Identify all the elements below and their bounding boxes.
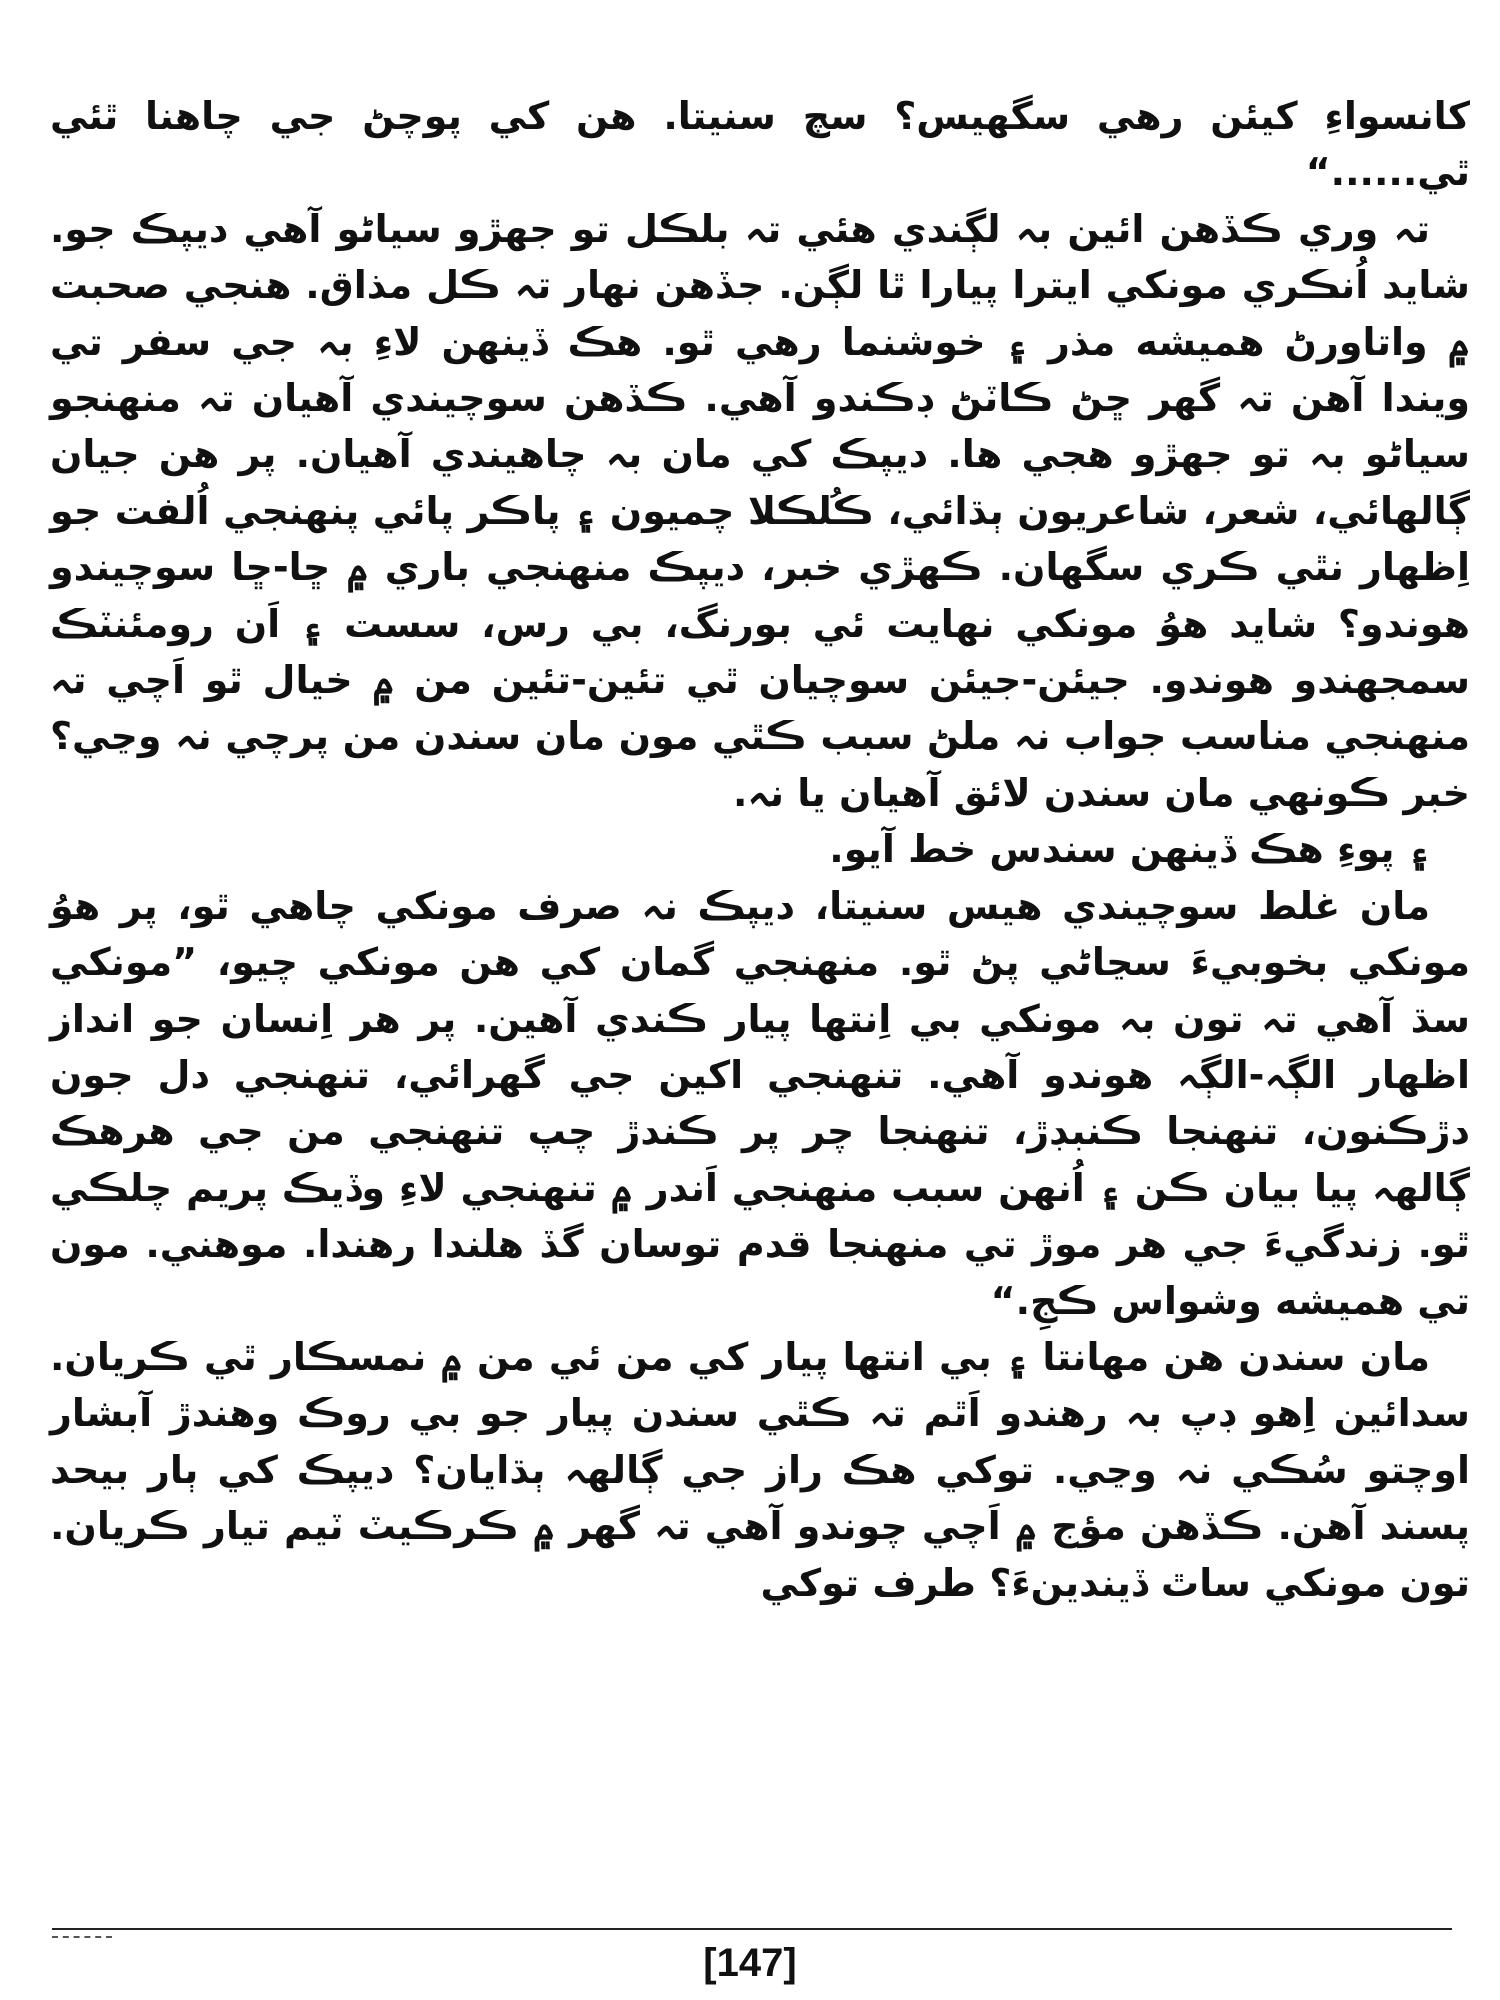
paragraph-2: تہ وري ڪڏهن ائين بہ لڳندي هئي تہ بلڪل تو جهڙو سياڻو آهي ديپڪ جو. شايد اُنڪري مونکي ايترا پيارا ٿا لڳن. جڏهن نهار تہ ڪل مذاق. هنجي صحبت ۾ واتاورڻ هميشه مذر ۽ خوشنما رهي ٿو. هڪ ڏينهن لاءِ بہ جي سفر تي ويندا آهن تہ گهر ڇڻ ڪاٽڻ ڊڪندو آهي. ڪڏهن سوچيندي آهيان تہ منهنجو سياڻو بہ تو جهڙو هجي ها. ديپڪ کي مان بہ چاهيندي آهيان. پر هن جيان ڳالهائي، شعر، شاعريون ٻڌائي، ڪُلڪلا چميون ۽ پاڪر پائي پنهنجي اُلفت جو اِظهار نٿي ڪري سگهان. ڪهڙي خبر، ديپڪ منهنجي باري ۾ ڇا-ڇا سوچيندو هوندو؟ شايد هوُ مونکي نهايت ئي بورنگ، بي رس، سست ۽ اَن رومئنٽڪ سمجهندو هوندو. جيئن-جيئن سوچيان ٿي تئين-تئين من ۾ خيال ٿو اَچي تہ منهنجي مناسب جواب نہ ملڻ سبب ڪٿي مون مان سندن من پرچي نہ وڃي؟ خبر ڪونهي مان سندن لائق آهيان يا نہ. [50, 206, 1470, 815]
page-number: [147] [703, 1941, 797, 1985]
paragraph-4: مان غلط سوچيندي هيس سنيتا، ديپڪ نہ صرف مونکي چاهي ٿو، پر هوُ مونکي بخوبيءَ سڃاڻي پڻ ٿو. منهنجي گمان کي هن مونکي چيو، ”مونکي سڌ آهي تہ تون بہ مونکي بي اِنتها پيار ڪندي آهين. پر هر اِنسان جو انداز اظهار الڳہ-الڳہ هوندو آهي. تنهنجي اکين جي گهرائي، تنهنجي دل جون دڙڪنون، تنهنجا ڪنبڊڙ، تنهنجا چر پر ڪندڙ چپ تنهنجي من جي هرهڪ ڳالهہ پيا بيان ڪن ۽ اُنهن سبب منهنجي اَندر ۾ تنهنجي لاءِ وڏيڪ پريم چلڪي ٿو. زندگيءَ جي هر موڙ تي منهنجا قدم توسان گڏ هلندا رهندا. موهني. مون تي هميشه وشواس ڪجِ.“ [50, 883, 1470, 1323]
body-text [50, 88, 1470, 1611]
footer-divider [52, 1928, 1452, 1930]
paragraph-5: مان سندن هن مهانتا ۽ بي انتها پيار کي من ئي من ۾ نمسڪار ٿي ڪريان. سدائين اِهو ڊپ بہ رهندو اَٿم تہ ڪٿي سندن پيار جو بي روڪ وهندڙ آبشار اوچتو سُڪي نہ وڃي. توکي هڪ راز جي ڳالهہ ٻڌايان؟ ديپڪ کي ٻار بيحد پسند آهن. ڪڏهن مؤج ۾ اَچي چوندو آهي تہ گهر ۾ ڪرڪيٽ ٽيم تيار ڪريان. تون مونکي ساٿ ڏيندينءَ؟ طرف توکي [50, 1334, 1470, 1605]
paragraph-3: ۽ پوءِ هڪ ڏينهن سندس خط آيو. [829, 827, 1430, 872]
paragraph-1: كانسواءِ كيئن رهي سگهيس؟ سچ سنيتا. هن کي پوچڻ جي چاهنا ٿئي ٿي......“ [50, 94, 1470, 195]
